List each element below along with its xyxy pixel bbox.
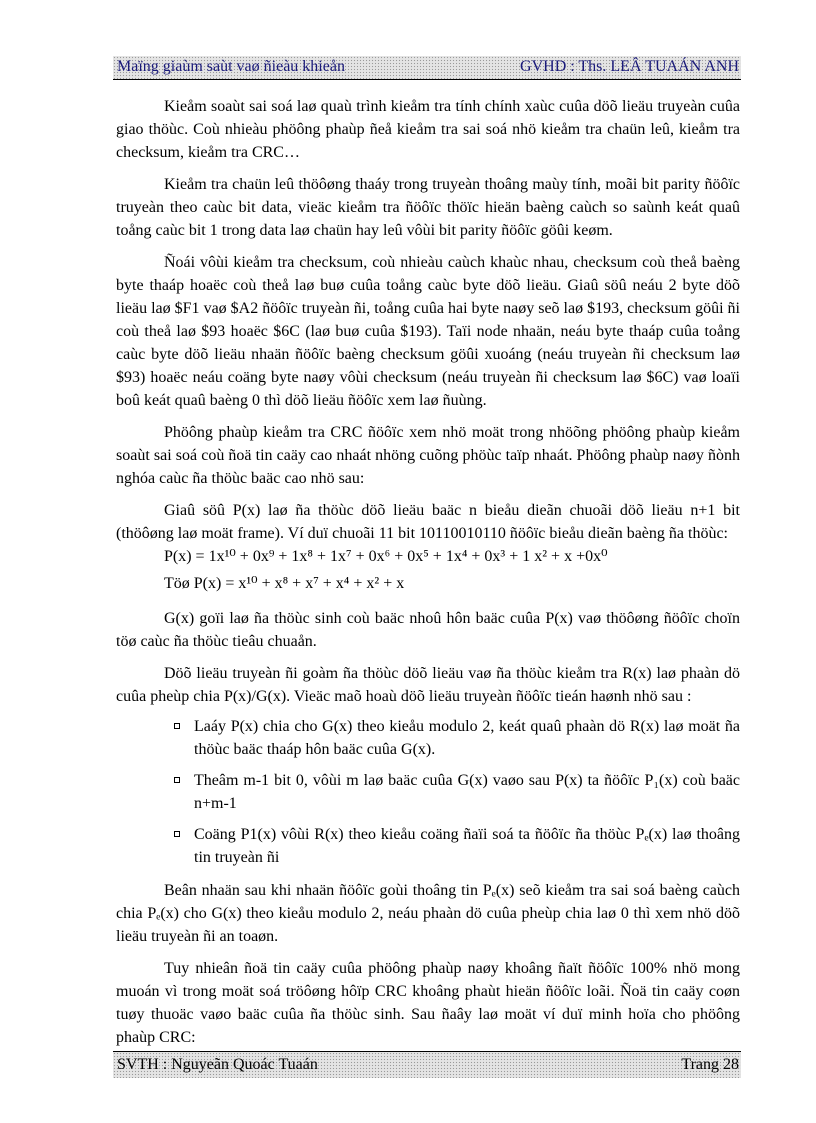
list-item <box>116 769 740 815</box>
page-footer <box>113 1051 741 1078</box>
formula-reduced-polynomial: Töø P(x) = x¹⁰ + x⁸ + x⁷ + x⁴ + x² + x <box>164 575 405 592</box>
header-instructor: GVHD : Ths. LEÂ TUAÁN ANH <box>520 58 739 75</box>
square-bullet-icon <box>174 777 180 783</box>
paragraph-reliability: Tuy nhieân ñoä tin caäy cuûa phöông phaùp naøy khoâng ñaït ñöôïc 100% nhö mong muoán vì trong moät soá tröôøng hôïp CRC khoâng phaùt hieän ñöôïc loãi. Ñoä tin caäy coøn tuøy thuoäc vaøo baäc cuûa ña thöùc sinh. Sau ñaây laø moät ví duï minh hoïa cho phöông phaùp CRC: <box>116 960 740 1046</box>
page-header <box>113 56 741 80</box>
paragraph-data-polynomial: Giaû söû P(x) laø ña thöùc döõ lieäu baäc n bieåu dieãn chuoãi döõ lieäu n+1 bit (thöôøng laø moät frame). Ví duï chuoãi 11 bit 10110010110 ñöôïc bieåu dieãn baèng ña thöùc: <box>116 502 740 542</box>
footer-student: SVTH : Nguyeãn Quoác Tuaán <box>117 1056 318 1073</box>
formula-full-polynomial: P(x) = 1x¹⁰ + 0x⁹ + 1x⁸ + 1x⁷ + 0x⁶ + 0x⁵ + 1x⁴ + 0x³ + 1 x² + x +0x⁰ <box>164 548 608 565</box>
encoding-steps-list <box>116 715 740 869</box>
page-number: Trang 28 <box>681 1056 739 1073</box>
page-body <box>116 95 740 1058</box>
header-title: Maïng giaùm saùt vaø ñieàu khieån <box>117 58 345 75</box>
paragraph-parity-check: Kieåm tra chaün leû thöôøng thaáy trong truyeàn thoâng maùy tính, moãi bit parity ñöôïc truyeàn theo caùc bit data, vieäc kieåm tra ñöôïc thöïc hieän baèng caùch so saùnh keát quaû toång caùc bit 1 trong data laø chaün hay leû vôùi bit parity ñöôïc göûi keøm. <box>116 176 740 239</box>
list-item <box>116 715 740 761</box>
paragraph-crc-intro: Phöông phaùp kieåm tra CRC ñöôïc xem nhö moät trong nhöõng phöông phaùp kieåm soaùt sai soá coù ñoä tin caäy cao nhaát nhöng cuõng phöùc taïp nhaát. Phöông phaùp naøy ñònh nghóa caùc ña thöùc baäc cao nhö sau: <box>116 424 740 487</box>
list-item-text: Laáy P(x) chia cho G(x) theo kieåu modulo 2, keát quaû phaàn dö R(x) laø moät ña thöùc baäc thaáp hôn baäc cuûa G(x). <box>194 718 740 758</box>
square-bullet-icon <box>174 831 180 837</box>
paragraph-checksum: Ñoái vôùi kieåm tra checksum, coù nhieàu caùch khaùc nhau, checksum coù theå baèng byte thaáp hoaëc coù theå laø buø cuûa toång caùc byte döõ lieäu. Giaû söû neáu 2 byte döõ lieäu laø $F1 vaø $A2 ñöôïc truyeàn ñi, toång cuûa hai byte naøy seõ laø $193, checksum göûi ñi coù theå laø $93 hoaëc $6C (laø buø cuûa $193). Taïi node nhaän, neáu byte thaáp cuûa toång caùc byte döõ lieäu nhaän ñöôïc baèng checksum göûi xuoáng (neáu truyeàn ñi checksum laø $93) hoaëc neáu coäng byte naøy vôùi checksum (neáu truyeàn ñi checksum laø $6C) vaø loaïi boû keát quaû baèng 0 thì döõ lieäu ñöôïc xem laø ñuùng. <box>116 254 740 409</box>
list-item <box>116 823 740 869</box>
list-item-text: Coäng P1(x) vôùi R(x) theo kieåu coäng ñaïi soá ta ñöôïc ña thöùc Pₑ(x) laø thoâng tin truyeàn ñi <box>194 826 740 866</box>
paragraph-transmitted-data: Döõ lieäu truyeàn ñi goàm ña thöùc döõ lieäu vaø ña thöùc kieåm tra R(x) laø phaàn dö cuûa pheùp chia P(x)/G(x). Vieäc maõ hoaù döõ lieäu truyeàn ñöôïc tieán haønh nhö sau : <box>116 665 740 705</box>
paragraph-error-control: Kieåm soaùt sai soá laø quaù trình kieåm tra tính chính xaùc cuûa döõ lieäu truyeàn cuûa giao thöùc. Coù nhieàu phöông phaùp ñeå kieåm tra sai soá nhö kieåm tra chaün leû, kieåm tra checksum, kieåm tra CRC… <box>116 98 740 161</box>
paragraph-receiver-check: Beân nhaän sau khi nhaän ñöôïc goùi thoâng tin Pₑ(x) seõ kieåm tra sai soá baèng caùch chia Pₑ(x) cho G(x) theo kieåu modulo 2, neáu phaàn dö cuûa pheùp chia laø 0 thì xem nhö döõ lieäu truyeàn ñi an toaøn. <box>116 882 740 945</box>
square-bullet-icon <box>174 723 180 729</box>
list-item-text: Theâm m-1 bit 0, vôùi m laø baäc cuûa G(x) vaøo sau P(x) ta ñöôïc P₁(x) coù baäc n+m-1 <box>194 772 740 812</box>
paragraph-generator-polynomial: G(x) goïi laø ña thöùc sinh coù baäc nhoû hôn baäc cuûa P(x) vaø thöôøng ñöôïc choïn töø caùc ña thöùc tieâu chuaån. <box>116 610 740 650</box>
